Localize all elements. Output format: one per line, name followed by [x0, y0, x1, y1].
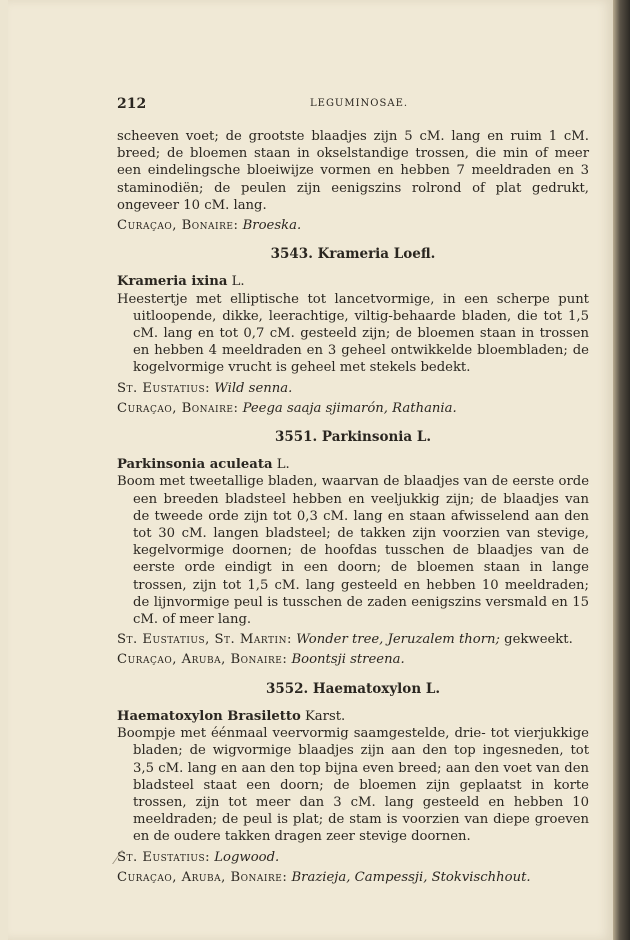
vernacular-names: Broeska. — [242, 218, 302, 234]
species-heading — [117, 273, 589, 290]
distribution-places: Curaçao, Aruba, Bonaire: — [117, 652, 288, 668]
genus-heading: 3552. Haematoxylon L. — [265, 680, 441, 697]
species-name: Parkinsonia aculeata — [117, 457, 273, 473]
vernacular-names: Brazieja, Campessji, Stokvischhout. — [291, 869, 531, 885]
species-heading — [117, 456, 589, 473]
species-author: Karst. — [304, 708, 346, 724]
species-description: Boompje met éénmaal veervormig saamgestelde, drie- tot vierjukkige bladen; de wigvormige blaadjes zijn aan den top ingesneden, tot 3,5 cM. lang en aan den top bijna even breed; aan den voet van den bladsteel staat een doorn; de bloemen zijn geplaatst in korte trossen, zijn tot meer dan 3 cM. lang gesteeld en hebben 10 meeldraden; de peul is plat; de stam is voorzien van diepe groeven en de oudere takken dragen zeer stevige doornen. — [117, 726, 589, 845]
species-author: L. — [231, 274, 245, 290]
genus-heading: 3543. Krameria Loefl. — [270, 246, 436, 263]
distribution-line — [117, 380, 589, 397]
distribution-places: Curaçao, Bonaire: — [117, 400, 239, 416]
vernacular-names: Boontsji streena. — [291, 652, 405, 668]
species-description: Heestertje met elliptische tot lancetvormige, in een scherpe punt uitloopende, dikke, leerachtige, viltig-behaarde bladen, die tot 1,5 cM. lang en tot 0,7 cM. gesteeld zijn; de bloemen staan in trossen en hebben 4 meeldraden en 3 geheel ontwikkelde bloembladen; de kogelvormige vrucht is geheel met stekels bedekt. — [117, 291, 589, 376]
distribution-line — [117, 631, 589, 648]
species-name: Krameria ixina — [117, 274, 228, 290]
species-name: Haematoxylon Brasiletto — [117, 708, 301, 724]
running-title: LEGUMINOSAE. — [310, 98, 409, 109]
running-header — [117, 96, 587, 116]
genus-heading: 3551. Parkinsonia L. — [274, 429, 432, 446]
distribution-places: St. Eustatius: — [117, 849, 211, 865]
page-number: 212 — [117, 96, 147, 112]
distribution-line — [117, 869, 589, 886]
distribution-line — [117, 217, 589, 234]
intro-description: scheeven voet; de grootste blaadjes zijn 5 cM. lang en ruim 1 cM. breed; de bloemen staan in okselstandige trossen, die min of meer een eindelingsche bloeiwijze vormen en hebben 7 meeldraden en 3 staminodiën; de peulen zijn eenigszins rolrond of plat gedrukt, ongeveer 10 cM. lang. — [117, 129, 589, 213]
vernacular-names: Logwood. — [214, 849, 280, 865]
distribution-line — [117, 651, 589, 668]
distribution-places: St. Eustatius: — [117, 380, 211, 396]
distribution-places: Curaçao, Bonaire: — [117, 218, 239, 234]
body-text — [117, 128, 589, 886]
species-heading — [117, 708, 589, 725]
distribution-line — [117, 400, 589, 417]
distribution-places: St. Eustatius, St. Martin: — [117, 632, 292, 648]
vernacular-names: Wild senna. — [214, 380, 293, 396]
page-edge-shadow — [613, 0, 630, 940]
species-author: L. — [276, 457, 290, 473]
distribution-places: Curaçao, Aruba, Bonaire: — [117, 869, 288, 885]
vernacular-names: Peega saaja sjimarón, Rathania. — [242, 400, 457, 416]
distribution-line — [117, 849, 589, 866]
species-description: Boom met tweetallige bladen, waarvan de blaadjes van de eerste orde een breeden bladsteel hebben en veeljukkig zijn; de blaadjes van de tweede orde zijn tot 0,3 cM. lang en staan afwisselend aan den tot 30 cM. langen bladsteel; de takken zijn voorzien van stevige, kegelvormige doornen; de hoofdas tusschen de blaadjes van de eerste orde eindigt in een doorn; de bloemen staan in lange trossen, zijn tot 1,5 cM. lang gesteeld en hebben 10 meeldraden; de lijnvormige peul is tusschen de zaden eenigszins versmald en 15 cM. of meer lang. — [117, 474, 589, 628]
vernacular-names: Wonder tree, Jeruzalem thorn; — [296, 632, 500, 648]
cultivation-note: gekweekt. — [504, 632, 573, 648]
